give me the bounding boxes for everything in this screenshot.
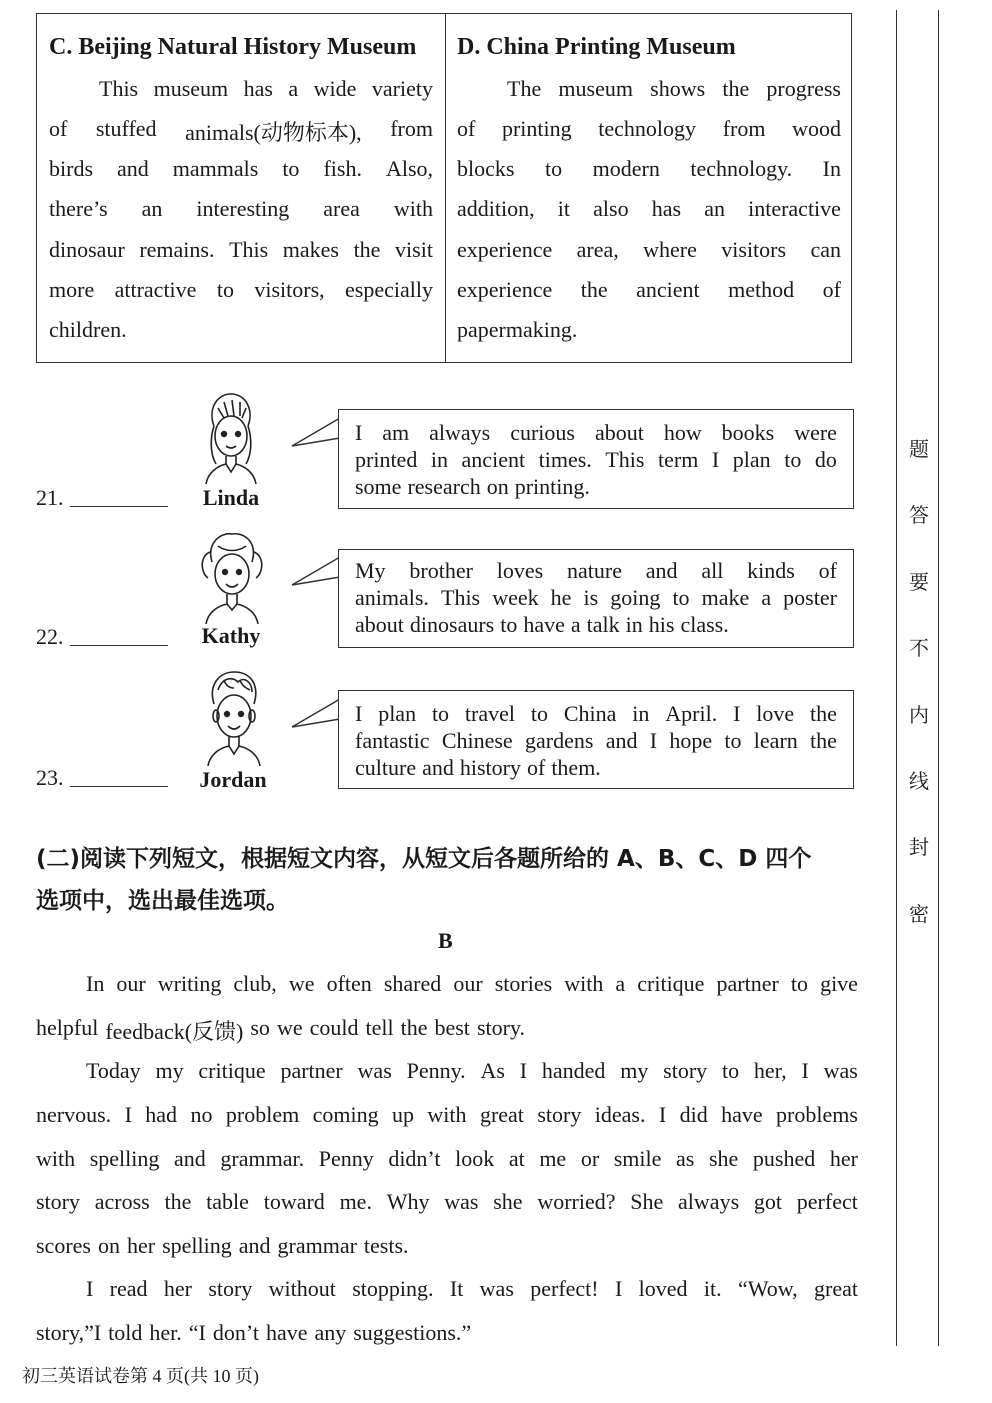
passage-line: In our writing club, we often shared our stories with a critique partner to give	[86, 971, 858, 996]
page-footer: 初三英语试卷第 4 页(共 10 页)	[22, 1366, 259, 1386]
question-23	[36, 765, 168, 791]
museum-d-line: The museum shows the progress	[507, 76, 841, 101]
passage-line: scores on her spelling and grammar tests.	[36, 1233, 409, 1258]
table-divider	[445, 14, 446, 362]
bubble-line: fantastic Chinese gardens and I hope to learn the	[355, 728, 837, 753]
bubble-line: some research on printing.	[355, 474, 590, 499]
museum-d-line: papermaking.	[457, 317, 578, 342]
speech-tail	[290, 555, 342, 591]
museum-d-line: addition, it also has an interactive	[457, 196, 841, 221]
bubble-line: I plan to travel to China in April. I love the	[355, 701, 837, 726]
answer-blank[interactable]	[70, 786, 168, 787]
seal-rule-right	[938, 10, 939, 1346]
jordan-avatar	[198, 668, 270, 766]
passage-line: with spelling and grammar. Penny didn’t look at me or smile as she pushed her	[36, 1146, 858, 1171]
bubble-line: I am always curious about how books were	[355, 420, 837, 445]
speech-bubble-22	[338, 549, 854, 648]
question-21	[36, 485, 168, 511]
museum-c-line: more attractive to visitors, especially	[49, 277, 433, 302]
bubble-line: animals. This week he is going to make a poster	[355, 585, 837, 610]
bubble-line: printed in ancient times. This term I plan to do	[355, 447, 837, 472]
passage-letter: B	[438, 928, 453, 953]
question-number: 21.	[36, 485, 64, 510]
passage-line: I read her story without stopping. It was perfect! I loved it. “Wow, great	[86, 1276, 858, 1301]
bubble-line: culture and history of them.	[355, 755, 601, 780]
bubble-line: about dinosaurs to have a talk in his class.	[355, 612, 729, 637]
museum-c-line: This museum has a wide variety	[99, 76, 433, 101]
museum-d-line: of printing technology from wood	[457, 116, 841, 141]
museum-c-line: there’s an interesting area with	[49, 196, 433, 221]
seal-char: 不	[909, 636, 929, 660]
museum-d-line: experience area, where visitors can	[457, 237, 841, 262]
speech-bubble-23	[338, 690, 854, 789]
speech-tail	[290, 416, 342, 452]
person-name: Kathy	[201, 623, 261, 648]
person-name: Linda	[202, 485, 260, 510]
museum-c-line: dinosaur remains. This makes the visit	[49, 237, 433, 262]
speech-bubble-21	[338, 409, 854, 509]
section-instruction-line1: (二)阅读下列短文，根据短文内容，从短文后各题所给的 A、B、C、D 四个	[36, 846, 812, 872]
museum-d-line: experience the ancient method of	[457, 277, 841, 302]
museum-c-title: C. Beijing Natural History Museum	[49, 34, 417, 60]
person-name: Jordan	[199, 767, 267, 792]
seal-char: 封	[909, 835, 929, 859]
seal-char: 线	[909, 769, 929, 793]
seal-rule-left	[896, 10, 897, 1346]
question-22	[36, 624, 168, 650]
passage-line: story,”I told her. “I don’t have any suggestions.”	[36, 1320, 472, 1345]
museum-d-title: D. China Printing Museum	[457, 34, 736, 60]
question-number: 22.	[36, 624, 64, 649]
museum-d-line: blocks to modern technology. In	[457, 156, 841, 181]
seal-char: 答	[909, 503, 929, 527]
bubble-line: My brother loves nature and all kinds of	[355, 558, 837, 583]
speech-tail	[290, 697, 342, 733]
section-instruction-line2: 选项中，选出最佳选项。	[36, 888, 289, 914]
seal-char: 密	[909, 902, 929, 926]
answer-blank[interactable]	[70, 506, 168, 507]
passage-line: helpful feedback(反馈) so we could tell the best story.	[36, 1015, 526, 1044]
passage-line: nervous. I had no problem coming up with great story ideas. I did have problems	[36, 1102, 858, 1127]
museum-c-line: of stuffed animals(动物标本), from	[49, 116, 433, 145]
passage-line: Today my critique partner was Penny. As I handed my story to her, I was	[86, 1058, 858, 1083]
museum-table	[36, 13, 852, 363]
seal-char: 要	[909, 570, 929, 594]
answer-blank[interactable]	[70, 645, 168, 646]
museum-c-line: children.	[49, 317, 127, 342]
question-number: 23.	[36, 765, 64, 790]
seal-char: 内	[909, 703, 929, 727]
museum-c-line: birds and mammals to fish. Also,	[49, 156, 433, 181]
passage-line: story across the table toward me. Why was she worried? She always got perfect	[36, 1189, 858, 1214]
linda-avatar	[196, 388, 266, 484]
kathy-avatar	[196, 528, 268, 624]
seal-char: 题	[909, 437, 929, 461]
